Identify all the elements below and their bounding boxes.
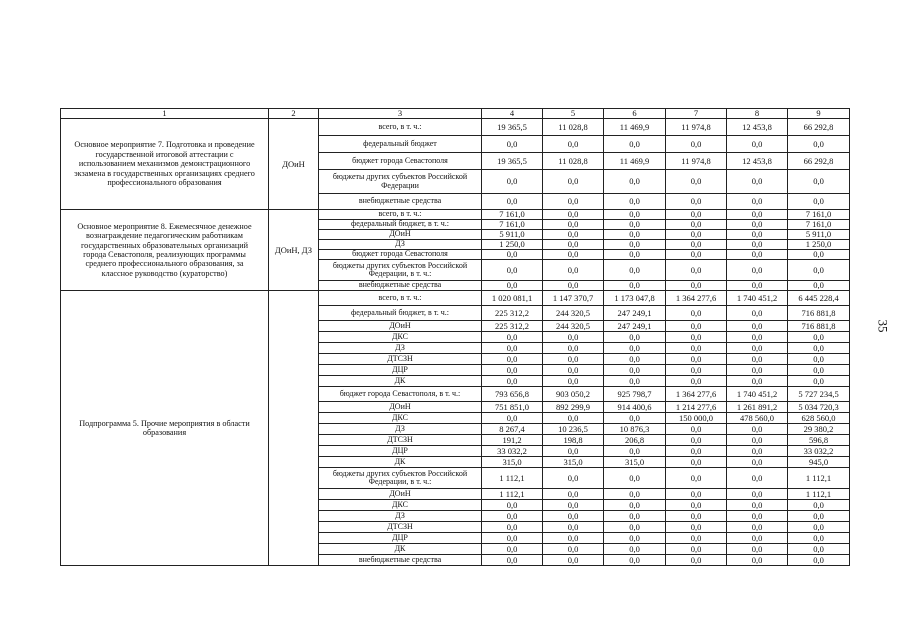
funding-source: ДК (319, 544, 482, 555)
amount-cell: 0,0 (727, 457, 788, 468)
amount-cell: 19 365,5 (482, 153, 543, 170)
amount-cell: 0,0 (666, 446, 727, 457)
amount-cell: 66 292,8 (788, 153, 850, 170)
amount-cell: 315,0 (543, 457, 604, 468)
amount-cell: 0,0 (604, 260, 666, 281)
amount-cell: 0,0 (788, 343, 850, 354)
funding-source: ДЦР (319, 533, 482, 544)
amount-cell: 0,0 (604, 446, 666, 457)
amount-cell: 225 312,2 (482, 306, 543, 321)
amount-cell: 0,0 (666, 321, 727, 332)
amount-cell: 33 032,2 (788, 446, 850, 457)
amount-cell: 19 365,5 (482, 119, 543, 136)
amount-cell: 0,0 (727, 435, 788, 446)
amount-cell: 716 881,8 (788, 321, 850, 332)
amount-cell: 0,0 (727, 511, 788, 522)
funding-source: ДЦР (319, 446, 482, 457)
amount-cell: 0,0 (666, 281, 727, 291)
funding-source: всего, в т. ч.: (319, 291, 482, 306)
amount-cell: 0,0 (604, 522, 666, 533)
table-row (61, 210, 850, 220)
funding-source: бюджет города Севастополя (319, 153, 482, 170)
header-cell: 9 (788, 109, 850, 119)
amount-cell: 66 292,8 (788, 119, 850, 136)
funding-source: ДКС (319, 500, 482, 511)
amount-cell: 0,0 (666, 468, 727, 489)
amount-cell: 0,0 (788, 511, 850, 522)
amount-cell: 0,0 (543, 413, 604, 424)
amount-cell: 0,0 (727, 240, 788, 250)
amount-cell: 0,0 (788, 533, 850, 544)
amount-cell: 0,0 (666, 555, 727, 566)
amount-cell: 1 250,0 (482, 240, 543, 250)
amount-cell: 0,0 (482, 343, 543, 354)
amount-cell: 1 112,1 (482, 468, 543, 489)
amount-cell: 903 050,2 (543, 387, 604, 402)
amount-cell: 0,0 (727, 446, 788, 457)
funding-source: ДТСЗН (319, 435, 482, 446)
amount-cell: 0,0 (482, 533, 543, 544)
funding-source: ДК (319, 376, 482, 387)
amount-cell: 0,0 (666, 260, 727, 281)
header-row (61, 109, 850, 119)
amount-cell: 1 112,1 (788, 489, 850, 500)
amount-cell: 0,0 (788, 544, 850, 555)
amount-cell: 0,0 (604, 194, 666, 210)
amount-cell: 478 560,0 (727, 413, 788, 424)
amount-cell: 0,0 (543, 376, 604, 387)
amount-cell: 5 727 234,5 (788, 387, 850, 402)
amount-cell: 1 147 370,7 (543, 291, 604, 306)
funding-source: ДЗ (319, 511, 482, 522)
amount-cell: 1 020 081,1 (482, 291, 543, 306)
amount-cell: 0,0 (543, 136, 604, 153)
amount-cell: 29 380,2 (788, 424, 850, 435)
amount-cell: 0,0 (543, 511, 604, 522)
amount-cell: 0,0 (604, 365, 666, 376)
amount-cell: 0,0 (482, 194, 543, 210)
funding-source: бюджет города Севастополя (319, 250, 482, 260)
amount-cell: 0,0 (543, 260, 604, 281)
amount-cell: 0,0 (543, 468, 604, 489)
table-row (61, 291, 850, 306)
amount-cell: 0,0 (604, 555, 666, 566)
amount-cell: 0,0 (543, 240, 604, 250)
amount-cell: 0,0 (543, 230, 604, 240)
funding-source: бюджеты других субъектов Российской Федерации, в т. ч.: (319, 468, 482, 489)
amount-cell: 0,0 (666, 533, 727, 544)
amount-cell: 0,0 (727, 332, 788, 343)
amount-cell: 1 261 891,2 (727, 402, 788, 413)
amount-cell: 914 400,6 (604, 402, 666, 413)
amount-cell: 0,0 (666, 170, 727, 194)
amount-cell: 0,0 (727, 281, 788, 291)
funding-source: внебюджетные средства (319, 194, 482, 210)
amount-cell: 0,0 (666, 194, 727, 210)
amount-cell: 0,0 (666, 522, 727, 533)
amount-cell: 0,0 (666, 220, 727, 230)
amount-cell: 0,0 (727, 468, 788, 489)
amount-cell: 0,0 (727, 250, 788, 260)
amount-cell: 0,0 (727, 321, 788, 332)
amount-cell: 0,0 (788, 194, 850, 210)
funding-source: бюджеты других субъектов Российской Федерации (319, 170, 482, 194)
funding-source: ДОиН (319, 230, 482, 240)
amount-cell: 0,0 (482, 544, 543, 555)
amount-cell: 315,0 (482, 457, 543, 468)
funding-source: всего, в т. ч.: (319, 119, 482, 136)
header-cell: 6 (604, 109, 666, 119)
funding-source: федеральный бюджет, в т. ч.: (319, 306, 482, 321)
amount-cell: 0,0 (727, 354, 788, 365)
amount-cell: 1 364 277,6 (666, 291, 727, 306)
amount-cell: 716 881,8 (788, 306, 850, 321)
amount-cell: 0,0 (604, 332, 666, 343)
amount-cell: 0,0 (788, 281, 850, 291)
amount-cell: 0,0 (543, 489, 604, 500)
amount-cell: 0,0 (666, 210, 727, 220)
amount-cell: 206,8 (604, 435, 666, 446)
amount-cell: 0,0 (727, 555, 788, 566)
budget-table (60, 108, 850, 566)
funding-source: ДЗ (319, 240, 482, 250)
amount-cell: 0,0 (543, 170, 604, 194)
funding-source: бюджет города Севастополя, в т. ч.: (319, 387, 482, 402)
funding-source: внебюджетные средства (319, 281, 482, 291)
funding-source: всего, в т. ч.: (319, 210, 482, 220)
amount-cell: 0,0 (604, 511, 666, 522)
table-row (61, 119, 850, 136)
amount-cell: 0,0 (604, 354, 666, 365)
amount-cell: 1 173 047,8 (604, 291, 666, 306)
amount-cell: 7 161,0 (788, 210, 850, 220)
amount-cell: 0,0 (666, 240, 727, 250)
amount-cell: 225 312,2 (482, 321, 543, 332)
amount-cell: 0,0 (604, 413, 666, 424)
amount-cell: 0,0 (666, 365, 727, 376)
amount-cell: 244 320,5 (543, 321, 604, 332)
amount-cell: 0,0 (666, 376, 727, 387)
amount-cell: 0,0 (482, 170, 543, 194)
amount-cell: 0,0 (666, 435, 727, 446)
amount-cell: 0,0 (543, 522, 604, 533)
amount-cell: 10 236,5 (543, 424, 604, 435)
header-cell: 4 (482, 109, 543, 119)
amount-cell: 0,0 (788, 250, 850, 260)
amount-cell: 0,0 (727, 424, 788, 435)
amount-cell: 0,0 (666, 306, 727, 321)
amount-cell: 6 445 228,4 (788, 291, 850, 306)
funding-source: федеральный бюджет (319, 136, 482, 153)
amount-cell: 925 798,7 (604, 387, 666, 402)
amount-cell: 7 161,0 (482, 220, 543, 230)
amount-cell: 11 469,9 (604, 119, 666, 136)
amount-cell: 0,0 (604, 281, 666, 291)
amount-cell: 0,0 (604, 220, 666, 230)
amount-cell: 1 112,1 (788, 468, 850, 489)
amount-cell: 11 469,9 (604, 153, 666, 170)
executor: ДОиН, ДЗ (269, 210, 319, 291)
amount-cell: 0,0 (788, 170, 850, 194)
amount-cell: 0,0 (666, 544, 727, 555)
amount-cell: 0,0 (604, 468, 666, 489)
funding-source: федеральный бюджет, в т. ч.: (319, 220, 482, 230)
amount-cell: 0,0 (482, 365, 543, 376)
amount-cell: 0,0 (788, 522, 850, 533)
amount-cell: 0,0 (482, 260, 543, 281)
amount-cell: 12 453,8 (727, 119, 788, 136)
amount-cell: 0,0 (604, 489, 666, 500)
amount-cell: 0,0 (666, 250, 727, 260)
amount-cell: 11 974,8 (666, 119, 727, 136)
amount-cell: 0,0 (543, 343, 604, 354)
amount-cell: 0,0 (666, 457, 727, 468)
amount-cell: 0,0 (727, 522, 788, 533)
amount-cell: 0,0 (482, 413, 543, 424)
amount-cell: 0,0 (482, 555, 543, 566)
amount-cell: 0,0 (727, 194, 788, 210)
amount-cell: 11 028,8 (543, 153, 604, 170)
amount-cell: 0,0 (788, 354, 850, 365)
funding-source: ДКС (319, 332, 482, 343)
amount-cell: 945,0 (788, 457, 850, 468)
amount-cell: 0,0 (543, 446, 604, 457)
amount-cell: 0,0 (788, 365, 850, 376)
amount-cell: 5 911,0 (788, 230, 850, 240)
amount-cell: 7 161,0 (482, 210, 543, 220)
header-cell: 5 (543, 109, 604, 119)
measure-name: Основное мероприятие 7. Подготовка и проведение государственной итоговой аттестации с использованием механизмов демонстрационного экзамена в государственных организациях среднего профессионального образования (61, 119, 269, 210)
header-cell: 8 (727, 109, 788, 119)
amount-cell: 0,0 (604, 210, 666, 220)
amount-cell: 0,0 (543, 365, 604, 376)
amount-cell: 5 034 720,3 (788, 402, 850, 413)
amount-cell: 596,8 (788, 435, 850, 446)
amount-cell: 0,0 (604, 544, 666, 555)
amount-cell: 0,0 (543, 210, 604, 220)
amount-cell: 0,0 (666, 332, 727, 343)
header-cell: 7 (666, 109, 727, 119)
funding-source: ДТСЗН (319, 522, 482, 533)
measure-name: Подпрограмма 5. Прочие мероприятия в области образования (61, 291, 269, 566)
amount-cell: 0,0 (727, 533, 788, 544)
amount-cell: 1 214 277,6 (666, 402, 727, 413)
amount-cell: 150 000,0 (666, 413, 727, 424)
amount-cell: 0,0 (604, 250, 666, 260)
amount-cell: 7 161,0 (788, 220, 850, 230)
funding-source: ДОиН (319, 402, 482, 413)
amount-cell: 0,0 (788, 500, 850, 511)
funding-source: ДЦР (319, 365, 482, 376)
funding-source: бюджеты других субъектов Российской Федерации, в т. ч.: (319, 260, 482, 281)
funding-source: ДЗ (319, 343, 482, 354)
amount-cell: 0,0 (727, 210, 788, 220)
amount-cell: 0,0 (604, 240, 666, 250)
amount-cell: 191,2 (482, 435, 543, 446)
amount-cell: 0,0 (727, 230, 788, 240)
executor (269, 291, 319, 566)
amount-cell: 0,0 (482, 500, 543, 511)
amount-cell: 0,0 (666, 424, 727, 435)
amount-cell: 0,0 (727, 365, 788, 376)
amount-cell: 0,0 (666, 500, 727, 511)
amount-cell: 0,0 (543, 332, 604, 343)
amount-cell: 0,0 (727, 376, 788, 387)
amount-cell: 33 032,2 (482, 446, 543, 457)
amount-cell: 0,0 (666, 136, 727, 153)
amount-cell: 8 267,4 (482, 424, 543, 435)
amount-cell: 0,0 (727, 343, 788, 354)
amount-cell: 0,0 (543, 250, 604, 260)
amount-cell: 247 249,1 (604, 306, 666, 321)
header-cell: 1 (61, 109, 269, 119)
amount-cell: 793 656,8 (482, 387, 543, 402)
amount-cell: 0,0 (604, 136, 666, 153)
amount-cell: 0,0 (604, 343, 666, 354)
amount-cell: 0,0 (666, 354, 727, 365)
amount-cell: 0,0 (482, 136, 543, 153)
page-number: 35 (875, 319, 891, 333)
amount-cell: 0,0 (727, 544, 788, 555)
funding-source: ДОиН (319, 321, 482, 332)
amount-cell: 1 250,0 (788, 240, 850, 250)
amount-cell: 0,0 (727, 220, 788, 230)
funding-source: ДКС (319, 413, 482, 424)
amount-cell: 315,0 (604, 457, 666, 468)
amount-cell: 0,0 (543, 544, 604, 555)
amount-cell: 12 453,8 (727, 153, 788, 170)
amount-cell: 0,0 (788, 136, 850, 153)
amount-cell: 0,0 (543, 354, 604, 365)
amount-cell: 0,0 (543, 220, 604, 230)
amount-cell: 0,0 (543, 500, 604, 511)
amount-cell: 0,0 (604, 170, 666, 194)
amount-cell: 628 560,0 (788, 413, 850, 424)
executor: ДОиН (269, 119, 319, 210)
amount-cell: 0,0 (666, 343, 727, 354)
amount-cell: 0,0 (788, 260, 850, 281)
amount-cell: 0,0 (727, 136, 788, 153)
amount-cell: 0,0 (788, 376, 850, 387)
amount-cell: 11 028,8 (543, 119, 604, 136)
header-cell: 2 (269, 109, 319, 119)
amount-cell: 0,0 (666, 511, 727, 522)
amount-cell: 1 740 451,2 (727, 291, 788, 306)
funding-source: внебюджетные средства (319, 555, 482, 566)
header-cell: 3 (319, 109, 482, 119)
amount-cell: 1 740 451,2 (727, 387, 788, 402)
measure-name: Основное мероприятие 8. Ежемесячное денежное вознаграждение педагогическим работникам государственных образовательных организаций города Севастополя, реализующих программы среднего профессионального образования, за классное руководство (кураторство) (61, 210, 269, 291)
amount-cell: 0,0 (788, 555, 850, 566)
amount-cell: 1 364 277,6 (666, 387, 727, 402)
amount-cell: 0,0 (604, 230, 666, 240)
amount-cell: 751 851,0 (482, 402, 543, 413)
amount-cell: 1 112,1 (482, 489, 543, 500)
amount-cell: 0,0 (727, 306, 788, 321)
amount-cell: 0,0 (666, 230, 727, 240)
amount-cell: 0,0 (788, 332, 850, 343)
amount-cell: 5 911,0 (482, 230, 543, 240)
amount-cell: 0,0 (482, 281, 543, 291)
amount-cell: 0,0 (482, 332, 543, 343)
amount-cell: 198,8 (543, 435, 604, 446)
amount-cell: 0,0 (543, 555, 604, 566)
amount-cell: 0,0 (604, 533, 666, 544)
amount-cell: 0,0 (727, 500, 788, 511)
amount-cell: 0,0 (727, 260, 788, 281)
funding-source: ДТСЗН (319, 354, 482, 365)
amount-cell: 0,0 (482, 250, 543, 260)
amount-cell: 244 320,5 (543, 306, 604, 321)
funding-source: ДК (319, 457, 482, 468)
amount-cell: 0,0 (666, 489, 727, 500)
amount-cell: 0,0 (543, 533, 604, 544)
funding-source: ДЗ (319, 424, 482, 435)
amount-cell: 892 299,9 (543, 402, 604, 413)
amount-cell: 247 249,1 (604, 321, 666, 332)
amount-cell: 0,0 (543, 281, 604, 291)
amount-cell: 10 876,3 (604, 424, 666, 435)
amount-cell: 11 974,8 (666, 153, 727, 170)
amount-cell: 0,0 (604, 376, 666, 387)
amount-cell: 0,0 (482, 354, 543, 365)
amount-cell: 0,0 (482, 376, 543, 387)
funding-source: ДОиН (319, 489, 482, 500)
amount-cell: 0,0 (543, 194, 604, 210)
amount-cell: 0,0 (727, 489, 788, 500)
amount-cell: 0,0 (482, 511, 543, 522)
amount-cell: 0,0 (727, 170, 788, 194)
amount-cell: 0,0 (604, 500, 666, 511)
amount-cell: 0,0 (482, 522, 543, 533)
